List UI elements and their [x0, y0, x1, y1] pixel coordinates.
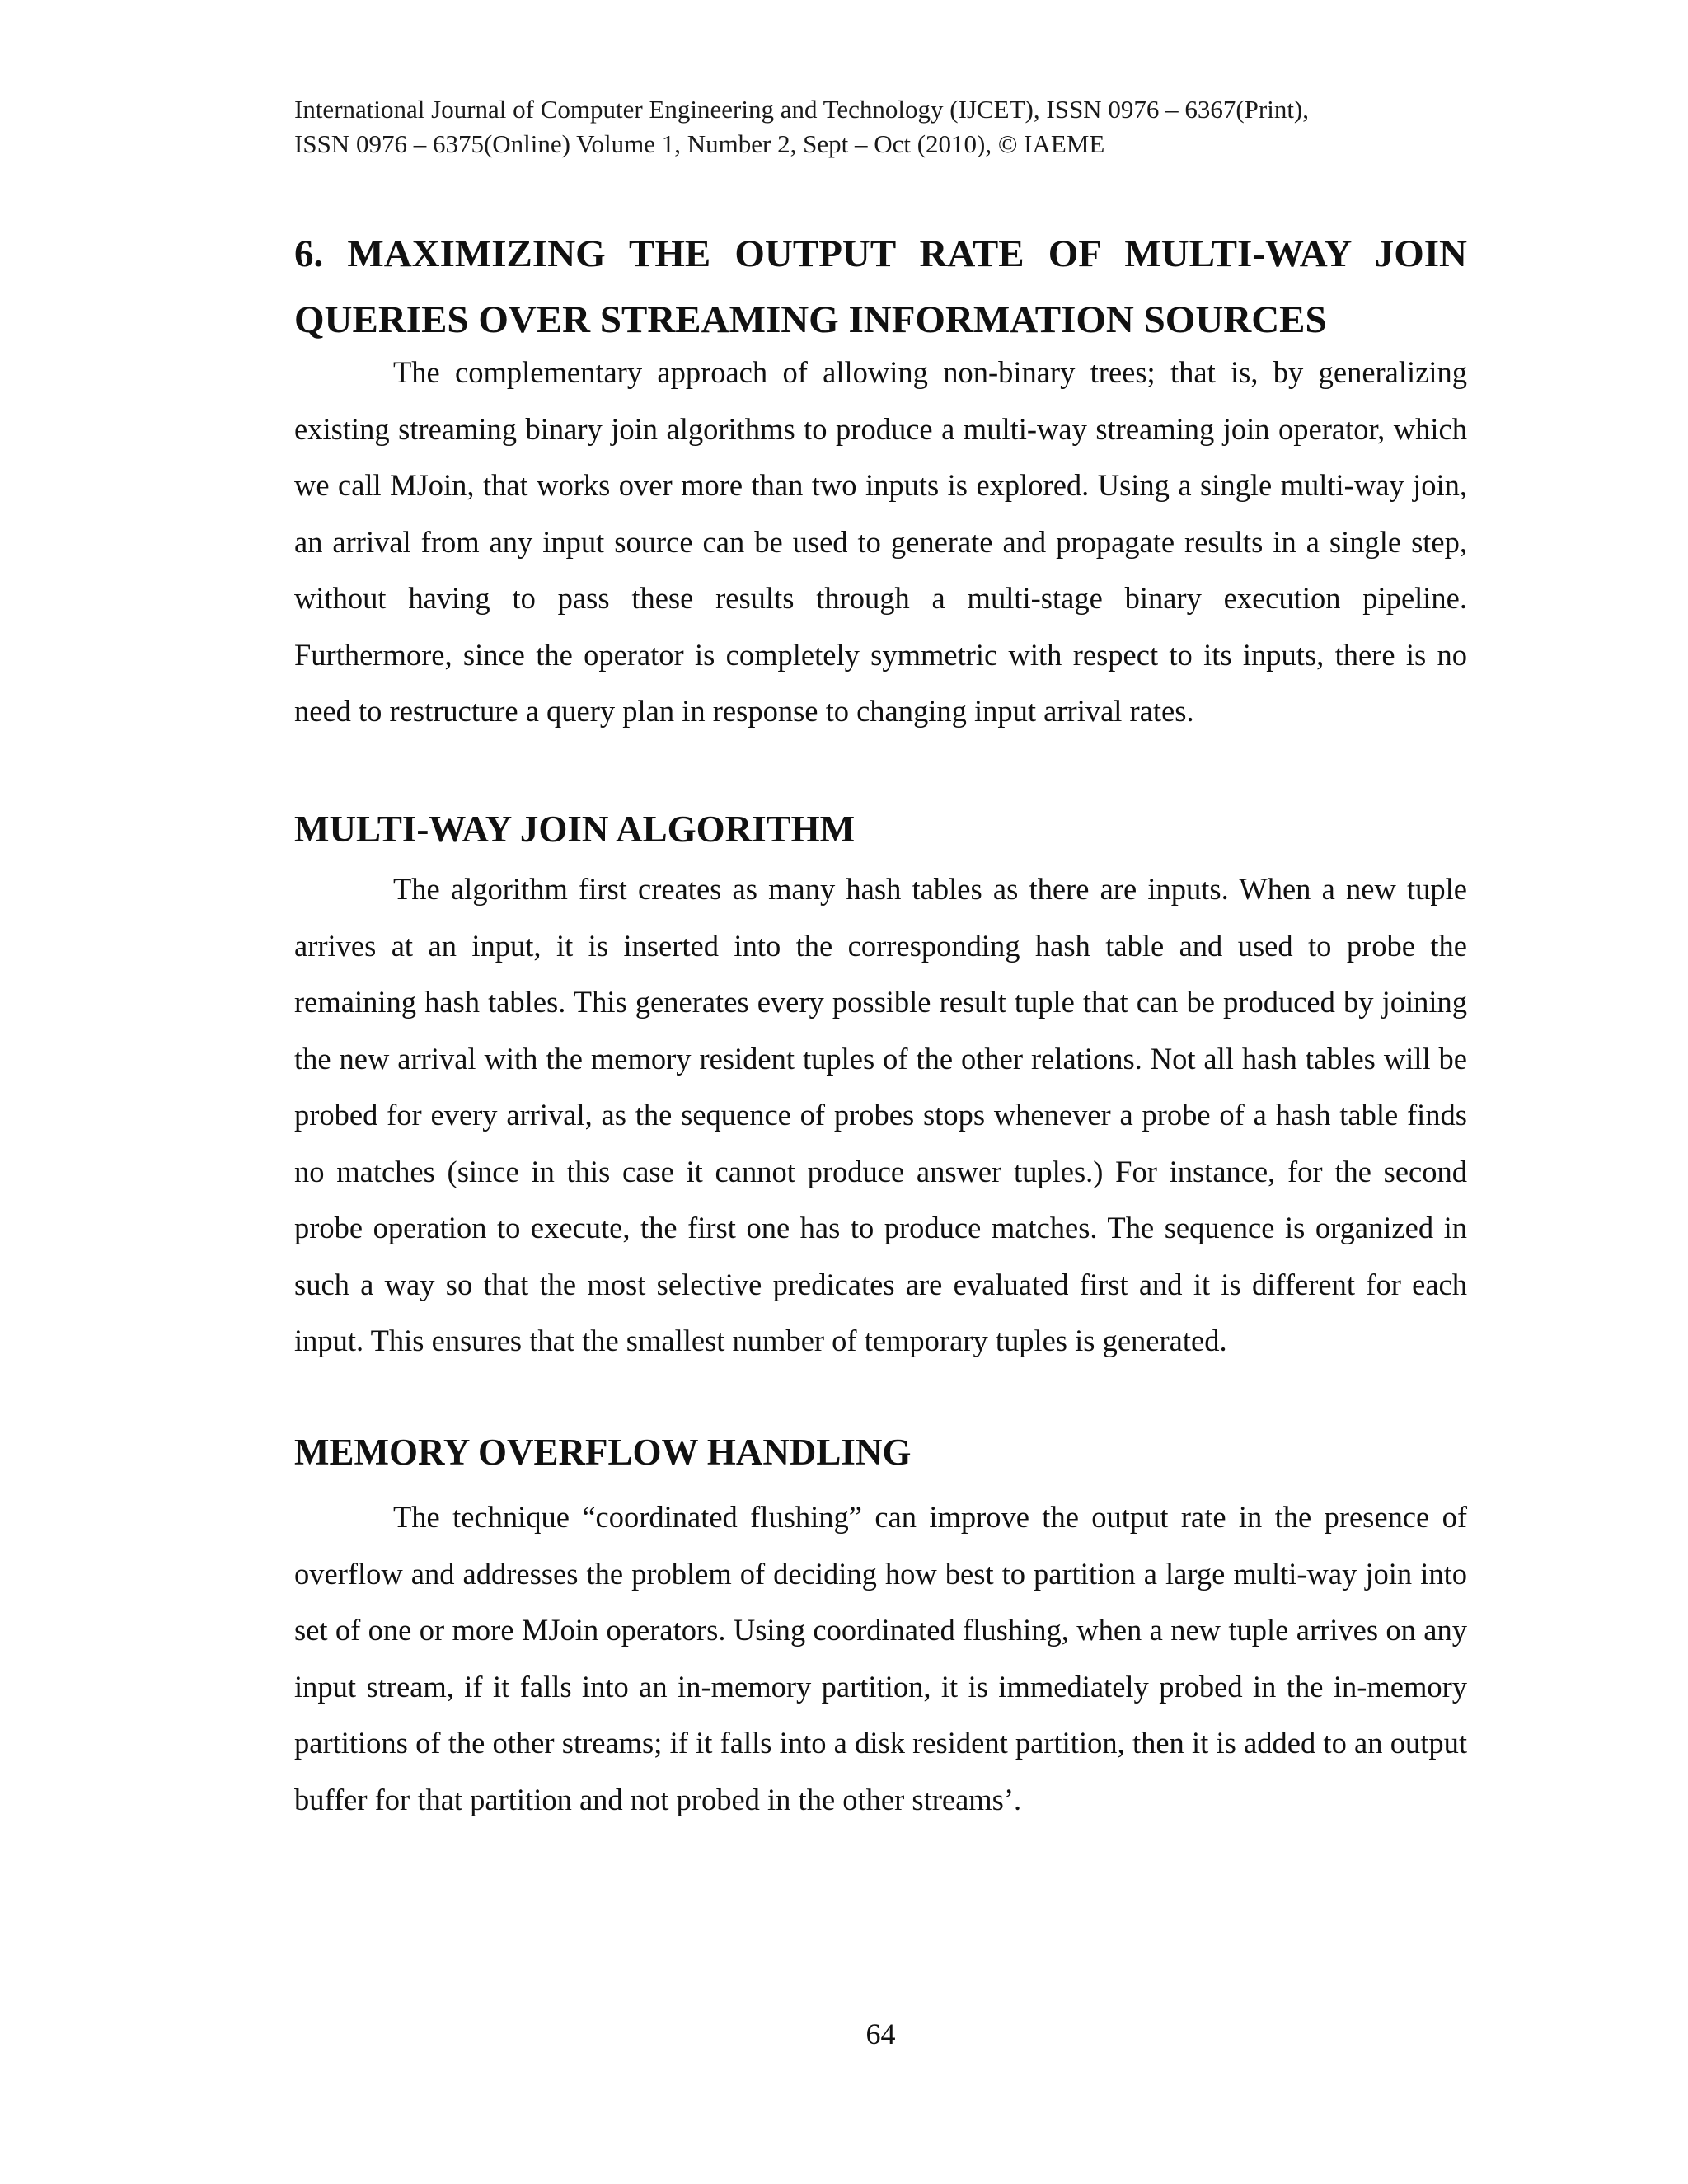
subsection-heading-multi-way-join: MULTI-WAY JOIN ALGORITHM — [294, 808, 856, 850]
page-number: 64 — [865, 2018, 896, 2050]
subsection-heading-memory-overflow: MEMORY OVERFLOW HANDLING — [294, 1432, 912, 1473]
section-title — [294, 221, 1467, 353]
multi-way-join-paragraph: The algorithm first creates as many hash tables as there are inputs. When a new tuple arrives at an input, it is inserted into the corresponding hash table and used to probe the remaining hash tables. This generates every possible result tuple that can be produced by joining the new arrival with the memory resident tuples of the other relations. Not all hash tables will be probed for every arrival, as the sequence of probes stops whenever a probe of a hash table finds no matches (since in this case it cannot produce answer tuples.) For instance, for the second probe operation to execute, the first one has to produce matches. The sequence is organized in such a way so that the most selective predicates are evaluated first and it is different for each input. This ensures that the smallest number of temporary tuples is generated. — [294, 872, 1467, 1357]
intro-paragraph: The complementary approach of allowing non-binary trees; that is, by generalizing existing streaming binary join algorithms to produce a multi-way streaming join operator, which we call MJoin, that works over more than two inputs is explored. Using a single multi-way join, an arrival from any input source can be used to generate and propagate results in a single step, without having to pass these results through a multi-stage binary execution pipeline. Furthermore, since the operator is completely symmetric with respect to its inputs, there is no need to restructure a query plan in response to changing input arrival rates. — [294, 355, 1467, 728]
section-title-line-2: QUERIES OVER STREAMING INFORMATION SOURCES — [294, 298, 1327, 341]
memory-overflow-paragraph: The technique “coordinated flushing” can improve the output rate in the presence of overflow and addresses the problem of deciding how best to partition a large multi-way join into set of one or more MJoin operators. Using coordinated flushing, when a new tuple arrives on any input stream, if it falls into an in-memory partition, it is immediately probed in the in-memory partitions of the other streams; if it falls into a disk resident partition, then it is added to an output buffer for that partition and not probed in the other streams’. — [294, 1500, 1467, 1816]
running-header-line-1: International Journal of Computer Engineering and Technology (IJCET), ISSN 0976 – 6367(Print), — [294, 95, 1310, 124]
running-header-line-2: ISSN 0976 – 6375(Online) Volume 1, Number 2, Sept – Oct (2010), © IAEME — [294, 129, 1105, 158]
section-title-line-1: 6. MAXIMIZING THE OUTPUT RATE OF MULTI-WAY JOIN — [294, 232, 1467, 275]
running-header — [294, 92, 1467, 162]
